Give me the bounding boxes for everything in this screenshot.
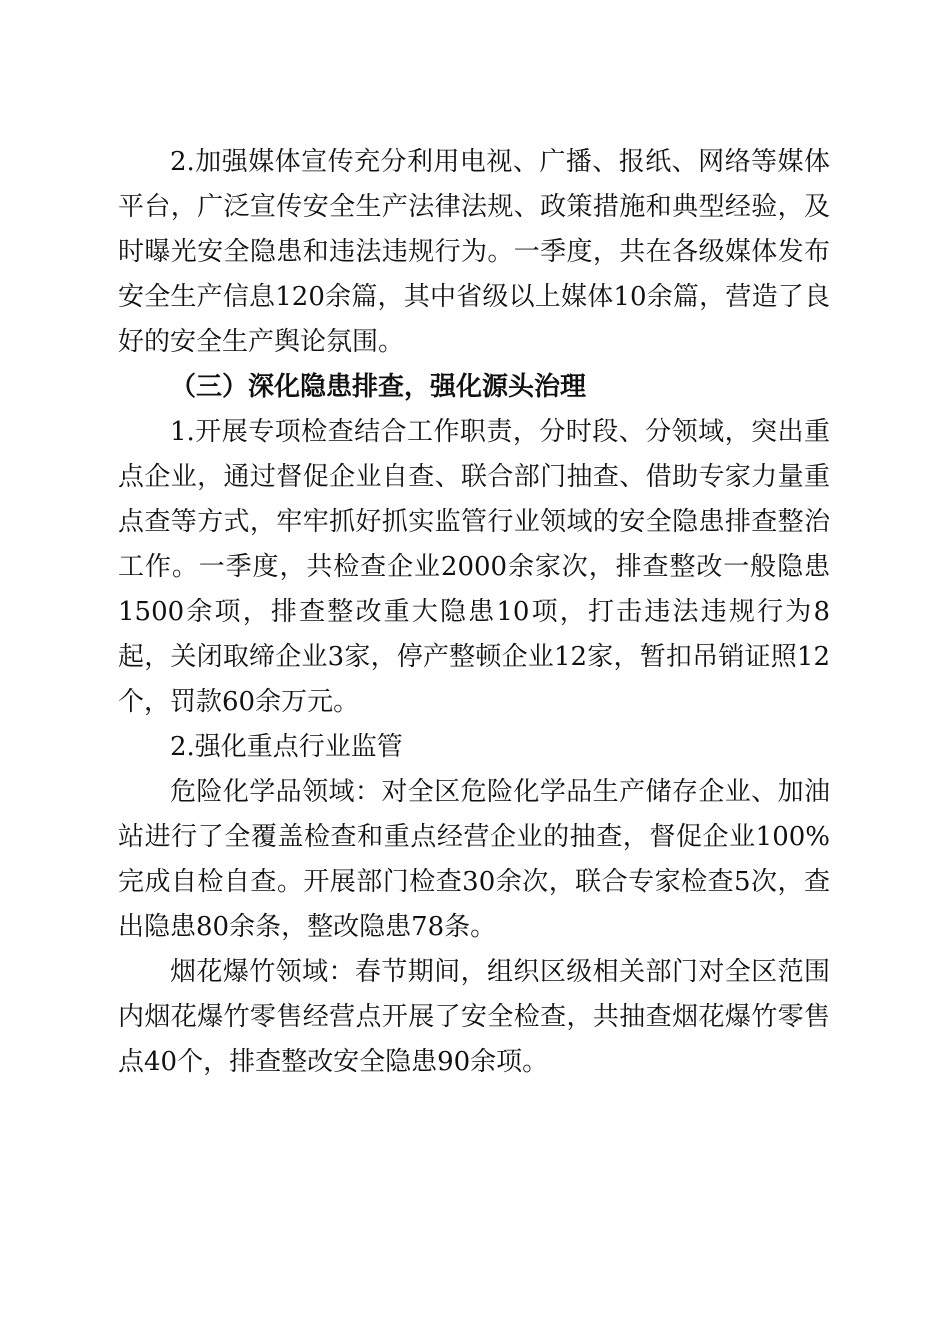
section-heading-hazard-inspection: （三）深化隐患排查，强化源头治理 — [170, 372, 587, 402]
paragraph-special-inspection: 1.开展专项检查结合工作职责，分时段、分领域，突出重点企业，通过督促企业自查、联合部门抽查、借助专家力量重点查等方式，牢牢抓好抓实监管行业领域的安全隐患排查整治工作。一季度，共检查企业2000余家次，排查整改一般隐患1500余项，排查整改重大隐患10项，打击违法违规行为8起，关闭取缔企业3家，停产整顿企业12家，暂扣吊销证照12个，罚款60余万元。 — [118, 417, 830, 717]
paragraph-key-industry-supervision: 2.强化重点行业监管 — [170, 732, 403, 762]
paragraph-fireworks: 烟花爆竹领域：春节期间，组织区级相关部门对全区范围内烟花爆竹零售经营点开展了安全检查，共抽查烟花爆竹零售点40个，排查整改安全隐患90余项。 — [118, 957, 830, 1077]
document-page — [118, 140, 830, 1085]
paragraph-media-publicity: 2.加强媒体宣传充分利用电视、广播、报纸、网络等媒体平台，广泛宣传安全生产法律法规、政策措施和典型经验，及时曝光安全隐患和违法违规行为。一季度，共在各级媒体发布安全生产信息120余篇，其中省级以上媒体10余篇，营造了良好的安全生产舆论氛围。 — [118, 147, 830, 357]
paragraph-hazardous-chemicals: 危险化学品领域：对全区危险化学品生产储存企业、加油站进行了全覆盖检查和重点经营企业的抽查，督促企业100%完成自检自查。开展部门检查30余次，联合专家检查5次，查出隐患80余条，整改隐患78条。 — [118, 777, 830, 942]
